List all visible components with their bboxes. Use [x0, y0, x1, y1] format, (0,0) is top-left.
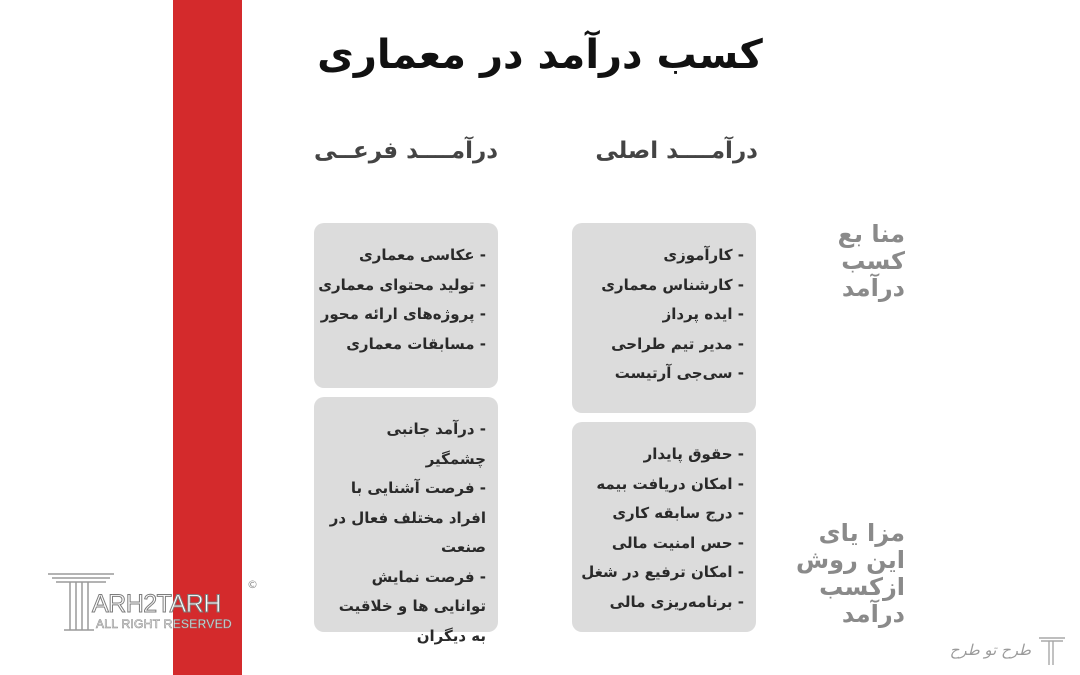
- main-income-sources-box: [572, 223, 756, 413]
- list-item: - امکان ترفیع در شغل: [581, 563, 744, 581]
- list-item: - پروژه‌های ارائه محور: [320, 305, 486, 323]
- list-item: - مدیر تیم طراحی: [611, 334, 744, 353]
- tarh-logo-icon: [1037, 635, 1067, 667]
- arh2tarh-watermark-logo: [40, 560, 260, 640]
- list-item: - برنامه‌ریزی مالی: [609, 592, 744, 611]
- list-item: - کارآموزی: [663, 246, 744, 264]
- list-item: - فرصت نمایش توانایی ها و خلاقیت به دیگران: [338, 567, 486, 645]
- benefits-label-line: این روش: [795, 546, 905, 574]
- list-item: - درآمد جانبی چشمگیر: [386, 420, 486, 468]
- brand-text: ARH2TARH: [92, 590, 221, 618]
- page-title: کسب درآمد در معماری: [317, 32, 763, 78]
- list-item: - فرصت آشنایی با افراد مختلف فعال در صنعت: [329, 479, 486, 556]
- benefits-label-line: درآمد: [841, 600, 905, 628]
- benefits-label-line: ازکسب: [819, 573, 905, 601]
- benefits-label: [775, 520, 905, 628]
- main-income-heading: درآمــــد اصلی: [595, 138, 758, 164]
- income-sources-label-line: کسب: [841, 247, 905, 275]
- side-income-heading: درآمــــد فرعــی: [314, 138, 498, 164]
- main-income-benefits-box: [572, 422, 756, 632]
- list-item: - ایده پرداز: [662, 305, 744, 323]
- list-item: - مسابقات معماری: [346, 334, 486, 353]
- tarh-to-tarh-watermark: [925, 632, 1075, 672]
- list-item: - تولید محتوای معماری: [318, 275, 486, 294]
- list-item: - حس امنیت مالی: [611, 533, 744, 552]
- list-item: - امکان دریافت بیمه: [596, 474, 744, 493]
- rights-text: ALL RIGHT RESERVED: [96, 617, 232, 631]
- list-item: - سی‌جی آرتیست: [614, 364, 744, 382]
- side-income-benefits-box: [314, 397, 498, 645]
- benefits-label-line: مزا یای: [818, 519, 905, 547]
- list-item: - عکاسی معماری: [358, 246, 486, 264]
- income-sources-label: [775, 221, 905, 302]
- watermark-text: طرح تو طرح: [949, 641, 1031, 659]
- copyright-symbol: ©: [247, 578, 258, 591]
- income-sources-label-line: درآمد: [841, 274, 905, 302]
- income-sources-label-line: منا بع: [837, 220, 905, 248]
- list-item: - درج سابقه کاری: [612, 504, 744, 522]
- list-item: - حقوق پایدار: [643, 445, 744, 463]
- side-income-sources-box: [314, 223, 498, 388]
- list-item: - کارشناس معماری: [601, 275, 744, 294]
